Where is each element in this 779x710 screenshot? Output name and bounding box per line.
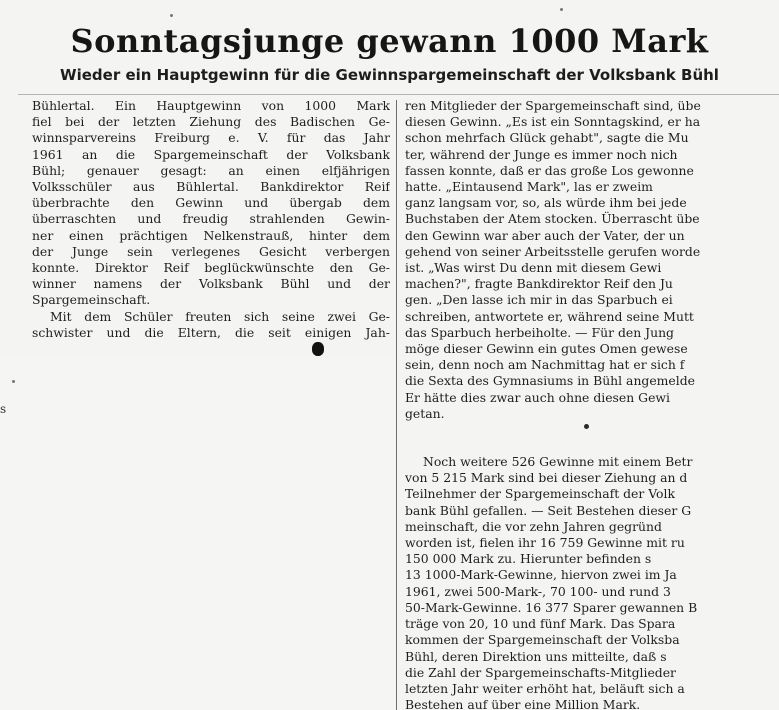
text-line: fassen konnte, daß er das große Los gewonne	[405, 162, 694, 178]
text-line: 1961 an die Spargemeinschaft der Volksbank	[32, 146, 390, 162]
paragraph-gap	[405, 422, 779, 454]
text-line: 150 000 Mark zu. Hierunter befinden s	[405, 551, 652, 567]
text-line: fiel bei der letzten Ziehung des Badischen Ge-	[32, 114, 390, 130]
text-line: der Junge sein verlegenes Gesicht verbergen	[32, 243, 390, 259]
text-line: gehend von seiner Arbeitsstelle gerufen worde	[405, 243, 701, 259]
text-line: Mit dem Schüler freuten sich seine zwei Ge-	[50, 308, 390, 324]
text-line: meinschaft, die vor zehn Jahren gegründ	[405, 518, 662, 534]
text-line: Bühl, deren Direktion uns mitteilte, daß s	[405, 648, 667, 664]
edge-fragment: s	[0, 402, 7, 416]
text-line: schon mehrfach Glück gehabt", sagte die Mu	[405, 130, 689, 146]
left-column	[32, 98, 390, 341]
text-line: bank Bühl gefallen. — Seit Bestehen dieser G	[405, 502, 692, 518]
text-line: Buchstaben der Atem stocken. Überrascht übe	[405, 211, 700, 227]
text-line: gen. „Den lasse ich mir in das Sparbuch ei	[405, 292, 673, 308]
text-line: 13 1000-Mark-Gewinne, hiervon zwei im Ja	[405, 567, 677, 583]
text-line: Noch weitere 526 Gewinne mit einem Betr	[423, 454, 693, 470]
right-column	[405, 98, 779, 710]
text-line: möge dieser Gewinn ein gutes Omen gewese	[405, 341, 688, 357]
text-line: 50-Mark-Gewinne. 16 377 Sparer gewannen B	[405, 599, 698, 615]
text-line: konnte. Direktor Reif beglückwünschte den Ge-	[32, 260, 390, 276]
text-line: überraschten und freudig strahlenden Gewin-	[32, 211, 390, 227]
text-line: schreiben, antwortete er, während seine Mutt	[405, 308, 694, 324]
blank-area	[0, 356, 396, 710]
text-line: Bühlertal. Ein Hauptgewinn von 1000 Mark	[32, 98, 390, 113]
ink-blot	[312, 342, 324, 356]
text-line: machen?", fragte Bankdirektor Reif den Ju	[405, 276, 673, 292]
text-line: worden ist, fielen ihr 16 759 Gewinne mit ru	[405, 535, 685, 551]
print-speck	[560, 8, 563, 11]
text-line: 1961, zwei 500-Mark-, 70 100- und rund 3	[405, 583, 671, 599]
headline: Sonntagsjunge gewann 1000 Mark	[70, 22, 709, 60]
text-line: schwister und die Eltern, die seit einigen Jah-	[32, 324, 390, 340]
text-line: ter, während der Junge es immer noch nich	[405, 146, 678, 162]
text-line: überbrachte den Gewinn und übergab dem	[32, 195, 390, 211]
text-line: hatte. „Eintausend Mark", las er zweim	[405, 179, 653, 195]
text-line: ist. „Was wirst Du denn mit diesem Gewi	[405, 260, 662, 276]
text-line: diesen Gewinn. „Es ist ein Sonntagskind, er ha	[405, 114, 701, 130]
subheadline: Wieder ein Hauptgewinn für die Gewinnspargemeinschaft der Volksbank Bühl	[60, 66, 719, 84]
text-line: winnsparvereins Freiburg e. V. für das Jahr	[32, 130, 390, 146]
text-line: Er hätte dies zwar auch ohne diesen Gewi	[405, 389, 670, 405]
text-line: ren Mitglieder der Spargemeinschaft sind, übe	[405, 98, 701, 113]
text-line: winner namens der Volksbank Bühl und der	[32, 276, 390, 292]
print-speck	[170, 14, 173, 17]
text-line: kommen der Spargemeinschaft der Volksba	[405, 632, 680, 648]
section-bullet	[584, 424, 589, 429]
print-speck	[12, 380, 15, 383]
text-line: letzten Jahr weiter erhöht hat, beläuft sich a	[405, 680, 685, 696]
top-rule	[18, 94, 779, 95]
column-divider	[396, 100, 397, 710]
text-line: das Sparbuch herbeiholte. — Für den Jung	[405, 324, 674, 340]
text-line: von 5 215 Mark sind bei dieser Ziehung an d	[405, 470, 688, 486]
text-line: Volksschüler aus Bühlertal. Bankdirektor Reif	[32, 179, 390, 195]
text-line: sein, denn noch am Nachmittag hat er sich f	[405, 357, 685, 373]
text-line: getan.	[405, 405, 445, 421]
text-line: Bestehen auf über eine Million Mark.	[405, 697, 641, 710]
text-line: Spargemeinschaft.	[32, 292, 151, 308]
text-line: den Gewinn war aber auch der Vater, der un	[405, 227, 685, 243]
text-line: ner einen prächtigen Nelkenstrauß, hinter dem	[32, 227, 390, 243]
text-line: Bühl; genauer gesagt: an einen elfjährigen	[32, 162, 390, 178]
text-line: Teilnehmer der Spargemeinschaft der Volk	[405, 486, 675, 502]
text-line: die Sexta des Gymnasiums in Bühl angemelde	[405, 373, 695, 389]
text-line: die Zahl der Spargemeinschafts-Mitglieder	[405, 664, 676, 680]
text-line: träge von 20, 10 und fünf Mark. Das Spara	[405, 616, 676, 632]
text-line: ganz langsam vor, so, als würde ihm bei jede	[405, 195, 687, 211]
